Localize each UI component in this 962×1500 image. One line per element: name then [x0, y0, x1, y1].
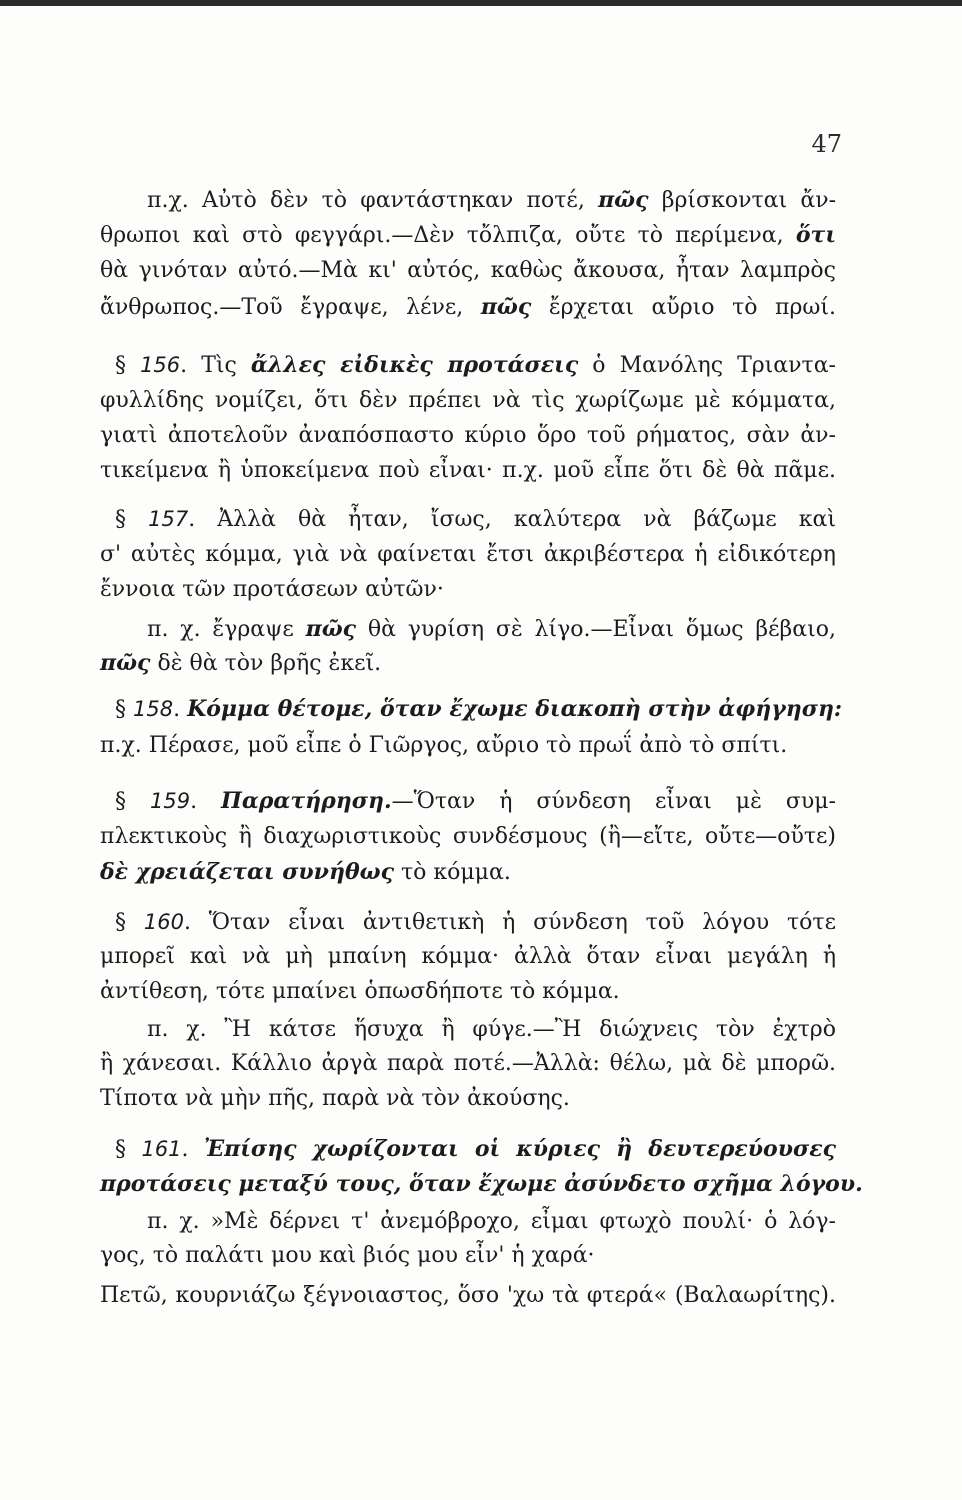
line-text: § — [115, 697, 133, 722]
line-text: σ' αὐτὲς κόμμα, γιὰ νὰ φαίνεται ἔτσι ἀκριβέστερα ἡ εἰδικότερη — [100, 542, 836, 567]
line-text: γιατὶ ἀποτελοῦν ἀναπόσπαστο κύριο ὅρο τοῦ ρήματος, σὰν ἀν- — [100, 423, 836, 448]
emphasis-text: πῶς — [100, 650, 151, 676]
section-number: 161 — [141, 1137, 182, 1161]
text-line — [100, 575, 836, 605]
text-line — [100, 942, 836, 972]
text-line — [100, 648, 836, 679]
line-text: μπορεῖ καὶ νὰ μὴ μπαίνη κόμμα· ἀλλὰ ὅταν εἶναι μεγάλη ἡ — [100, 944, 836, 969]
text-line — [147, 1207, 836, 1237]
emphasis-text: Κόμμα θέτομε, ὅταν ἔχωμε διακοπὴ στὴν ἀφήγηση: — [187, 696, 843, 722]
line-text: Τίποτα νὰ μὴν πῆς, παρὰ νὰ τὸν ἀκούσης. — [100, 1086, 570, 1111]
section-161-heading — [115, 1134, 836, 1165]
line-text: . — [190, 789, 222, 814]
text-line — [100, 456, 836, 486]
line-text: ἔννοια τῶν προτάσεων αὐτῶν· — [100, 577, 444, 602]
text-line — [147, 185, 836, 216]
text-line — [100, 540, 836, 570]
text-line — [100, 292, 836, 323]
page-number: 47 — [811, 130, 842, 158]
emphasis-text: δὲ χρειάζεται συνήθως — [100, 859, 394, 885]
line-text: . Ἀλλὰ θὰ ἦταν, ἴσως, καλύτερα νὰ βάζωμε καὶ — [188, 507, 836, 532]
line-text: θρωποι καὶ στὸ φεγγάρι.—Δὲν τὄλπιζα, οὔτε τὸ περίμενα, — [100, 223, 796, 248]
line-text: § — [115, 789, 150, 814]
line-text: § — [115, 1137, 142, 1162]
line-text: π.χ. Πέρασε, μοῦ εἶπε ὁ Γιῶργος, αὔριο τὸ πρωΐ ἀπὸ τὸ σπίτι. — [100, 733, 788, 758]
line-text: ἔρχεται αὔριο τὸ πρωί. — [531, 295, 836, 320]
text-line — [100, 421, 836, 451]
line-text: . Ὅταν εἶναι ἀντιθετικὴ ἡ σύνδεση τοῦ λόγου τότε — [183, 910, 836, 935]
emphasis-text: προτάσεις μεταξύ τους, ὅταν ἔχωμε ἀσύνδετο σχῆμα λόγου. — [100, 1171, 863, 1197]
section-number: 157 — [148, 507, 189, 531]
text-line — [100, 1241, 836, 1271]
section-number: 156 — [140, 353, 181, 377]
line-text: τικείμενα ἢ ὑποκείμενα ποὺ εἶναι· π.χ. μοῦ εἶπε ὅτι δὲ θὰ πᾶμε. — [100, 458, 836, 483]
text-line — [100, 256, 836, 286]
book-page — [100, 0, 863, 1500]
text-line — [100, 1169, 863, 1200]
line-text: θὰ γυρίση σὲ λίγο.—Εἶναι ὅμως βέβαιο, — [356, 617, 836, 642]
text-line — [100, 386, 836, 416]
line-text: ἢ χάνεσαι. Κάλλιο ἀργὰ παρὰ ποτέ.—Ἀλλὰ: θέλω, μὰ δὲ μπορῶ. — [100, 1051, 836, 1076]
emphasis-text: Παρατήρηση. — [221, 788, 392, 814]
line-text: Πετῶ, κουρνιάζω ξέγνοιαστος, ὅσο 'χω τὰ φτερά« (Βαλαωρίτης). — [100, 1283, 836, 1308]
emphasis-text: πῶς — [305, 616, 357, 642]
section-number: 159 — [149, 789, 191, 813]
line-text: τὸ κόμμα. — [393, 860, 511, 885]
section-159-heading — [115, 786, 836, 817]
line-text: . — [181, 1137, 204, 1162]
line-text: θὰ γινόταν αὐτό.—Μὰ κι' αὐτός, καθὼς ἄκουσα, ἦταν λαμπρὸς — [100, 258, 836, 283]
line-text: —Ὅταν ἡ σύνδεση εἶναι μὲ συμ- — [391, 789, 836, 814]
text-line — [100, 1084, 836, 1114]
line-text: . Τὶς — [180, 353, 251, 378]
text-line — [100, 731, 836, 761]
line-text: π. χ. Ἢ κάτσε ἥσυχα ἢ φύγε.—Ἢ διώχνεις τὸν ἐχτρὸ — [147, 1017, 836, 1042]
line-text: πλεκτικοὺς ἢ διαχωριστικοὺς συνδέσμους (ἢ—εἴτε, οὔτε—οὔτε) — [100, 824, 836, 849]
line-text: § — [115, 910, 144, 935]
text-line — [100, 977, 836, 1007]
line-text: φυλλίδης νομίζει, ὅτι δὲν πρέπει νὰ τὶς χωρίζωμε μὲ κόμματα, — [100, 388, 836, 413]
text-line — [100, 822, 836, 852]
text-line — [100, 1049, 836, 1079]
emphasis-text: Ἐπίσης χωρίζονται οἱ κύριες ἢ δευτερεύουσες — [204, 1136, 836, 1162]
line-text: δὲ θὰ τὸν βρῆς ἐκεῖ. — [150, 651, 382, 676]
line-text: ὁ Μανόλης Τριαντα- — [578, 353, 836, 378]
section-number: 158 — [133, 697, 174, 721]
line-text: π.χ. Αὐτὸ δὲν τὸ φαντάστηκαν ποτέ, — [147, 188, 599, 213]
emphasis-text: ὅτι — [795, 222, 836, 248]
text-line — [147, 614, 836, 645]
line-text: π. χ. ἔγραψε — [147, 617, 306, 642]
line-text: § — [115, 353, 141, 378]
text-line — [100, 1281, 836, 1311]
emphasis-text: πῶς — [598, 187, 649, 213]
emphasis-text: πῶς — [480, 294, 532, 320]
text-line — [100, 220, 836, 251]
line-text: ἄνθρωπος.—Τοῦ ἔγραψε, λένε, — [100, 295, 481, 320]
emphasis-text: ἄλλες εἰδικὲς προτάσεις — [250, 352, 579, 378]
section-156-heading — [115, 350, 836, 381]
line-text: γος, τὸ παλάτι μου καὶ βιός μου εἶν' ἡ χαρά· — [100, 1243, 595, 1268]
line-text: βρίσκονται ἄν- — [648, 188, 837, 213]
text-line — [100, 857, 836, 888]
line-text: ἀντίθεση, τότε μπαίνει ὁπωσδήποτε τὸ κόμμα. — [100, 979, 620, 1004]
section-157-heading — [115, 504, 836, 535]
section-160-heading — [115, 907, 836, 938]
line-text: § — [115, 507, 149, 532]
line-text: . — [173, 697, 188, 722]
section-number: 160 — [143, 910, 184, 934]
line-text: π. χ. »Μὲ δέρνει τ' ἀνεμόβροχο, εἶμαι φτωχὸ πουλί· ὁ λόγ- — [147, 1209, 836, 1234]
section-158-heading — [115, 694, 843, 725]
text-line — [147, 1015, 836, 1045]
